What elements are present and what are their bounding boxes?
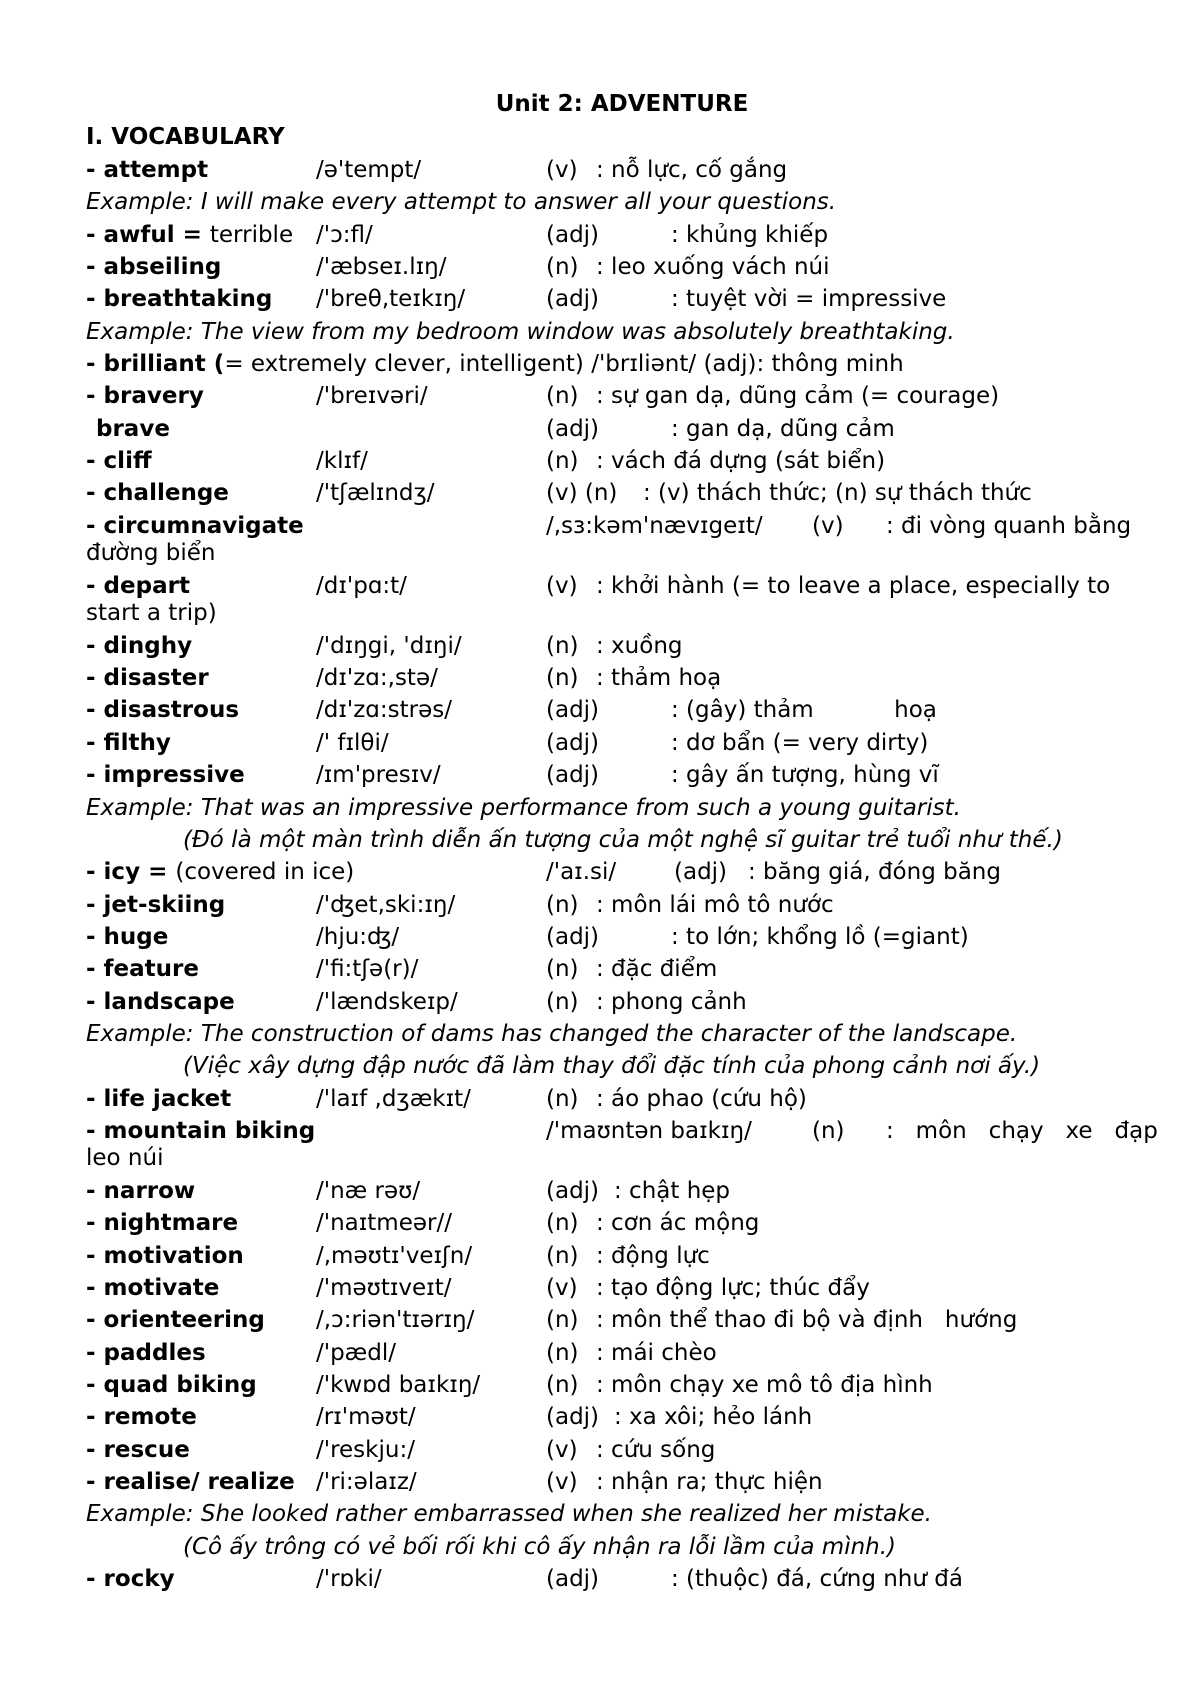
vocab-entry-rocky <box>86 1563 1158 1595</box>
vocab-pronunciation: /dɪ'zɑ:strəs/ <box>316 697 452 724</box>
vocab-pronunciation: /'kwɒd baɪkɪŋ/ <box>316 1372 481 1398</box>
vocab-pronunciation: /ɪm'presɪv/ <box>316 762 441 789</box>
vocab-meaning: : thảm hoạ <box>596 665 722 692</box>
vocab-pos: (n) <box>546 1085 579 1112</box>
vocab-term: - cliff <box>86 448 152 475</box>
vocab-entry-paddles <box>86 1337 1158 1369</box>
vocab-pos: (adj) <box>546 1404 600 1431</box>
vocab-entry-challenge <box>86 477 1158 509</box>
vocab-term: - landscape <box>86 988 235 1015</box>
vocab-pronunciation: /'pædl/ <box>316 1339 396 1366</box>
vocab-meaning: : băng giá, đóng băng <box>748 859 1001 886</box>
vocab-meaning: : gây ấn tượng, hùng vĩ <box>671 762 939 789</box>
vocab-entry-circumnavigate <box>86 510 1158 570</box>
vocab-meaning: : đi vòng quanh bằng <box>886 512 1132 539</box>
vocab-term: - remote <box>86 1404 197 1431</box>
vocab-term: - attempt <box>86 157 209 183</box>
vocab-pos: (n) <box>546 988 579 1015</box>
vocab-pos: (v) <box>546 572 578 599</box>
vocab-pos: (n) <box>546 956 579 983</box>
vocab-entry-dinghy <box>86 630 1158 662</box>
vocab-entry-narrow <box>86 1175 1158 1207</box>
vocab-term: - disastrous <box>86 697 240 724</box>
vocab-entry-mountain-biking <box>86 1115 1158 1175</box>
vocab-meaning: : môn lái mô tô nước <box>596 891 834 918</box>
vocab-pos: (adj) <box>546 286 600 313</box>
vocab-synonym: terrible <box>209 221 294 248</box>
vocab-entry-disastrous <box>86 694 1158 726</box>
section-heading: I. VOCABULARY <box>86 124 285 150</box>
vocab-pronunciation: /'laɪf ,dʒækɪt/ <box>316 1085 471 1112</box>
vocab-pos: (n) <box>546 448 579 475</box>
vocab-pos: (n) <box>546 1307 579 1334</box>
vocab-pronunciation: /'aɪ.si/ <box>546 859 617 886</box>
vocab-details: = extremely clever, intelligent) /'brɪliənt/ (adj): thông minh <box>224 351 904 378</box>
vocab-term: - narrow <box>86 1177 196 1204</box>
vocab-pos: (n) <box>546 891 579 918</box>
vocab-meaning: : sự gan dạ, dũng cảm (= courage) <box>596 383 1000 410</box>
example-sentence: Example: The construction of dams has changed the character of the landscape. <box>86 1020 1018 1047</box>
vocab-pos: (adj) <box>546 697 600 724</box>
vocab-pos: (adj) <box>546 1177 600 1204</box>
vocab-meaning: : (v) thách thức; (n) sự thách thức <box>643 480 1032 507</box>
vocab-entry-orienteering <box>86 1304 1158 1336</box>
vocab-term: - disaster <box>86 665 209 692</box>
vocab-pronunciation: /'rɒki/ <box>316 1566 382 1593</box>
vocab-meaning: : khởi hành (= to leave a place, especially to <box>596 572 1111 599</box>
vocab-entry-icy <box>86 856 1158 888</box>
vocab-pronunciation: /'breθ,teɪkɪŋ/ <box>316 286 466 313</box>
vocab-pos: (n) <box>546 665 579 692</box>
vocab-term: brave <box>96 415 170 442</box>
vocab-entry-abseiling <box>86 251 1158 283</box>
vocab-entry-motivation <box>86 1240 1158 1272</box>
vocab-entry-landscape <box>86 986 1158 1018</box>
vocab-term: - brilliant ( <box>86 351 225 378</box>
vocab-pronunciation: /'maʊntən baɪkɪŋ/ <box>546 1117 752 1144</box>
vocab-pronunciation: /'næ rəʊ/ <box>316 1177 421 1204</box>
vocab-meaning: : vách đá dựng (sát biển) <box>596 448 886 475</box>
vocab-pronunciation: /' fɪlθi/ <box>316 729 389 756</box>
vocab-entry-huge <box>86 921 1158 953</box>
vocab-pos: (v) (n) <box>546 480 618 507</box>
vocab-meaning: : môn chạy xe mô tô địa hình <box>596 1372 933 1398</box>
vocab-term: - icy <box>86 859 141 886</box>
vocab-pos: (n) <box>546 383 579 410</box>
vocab-meaning: : dơ bẩn (= very dirty) <box>671 729 929 756</box>
vocab-pronunciation: /hju:ʤ/ <box>316 923 400 950</box>
vocab-pronunciation: /'ri:əlaɪz/ <box>316 1469 417 1496</box>
vocab-pos: (adj) <box>546 221 600 248</box>
vocab-meaning: : tạo động lực; thúc đẩy <box>596 1274 870 1301</box>
vocab-term: - impressive <box>86 762 245 789</box>
vocab-pos: (v) <box>812 512 844 539</box>
vocab-pos: (adj) <box>546 1566 600 1593</box>
vocab-term: - dinghy <box>86 632 193 659</box>
vocab-pronunciation: /'lændskeɪp/ <box>316 988 458 1015</box>
vocab-pos: (n) <box>546 1210 579 1237</box>
vocab-pronunciation: /'ɔ:fl/ <box>316 221 373 248</box>
document-page <box>86 86 1158 1595</box>
vocab-pos: (adj) <box>546 923 600 950</box>
vocab-term: - jet-skiing <box>86 891 226 918</box>
vocab-meaning-continued: đường biển <box>86 539 216 566</box>
vocab-meaning: : áo phao (cứu hộ) <box>596 1085 807 1112</box>
vocab-pronunciation: /'æbseɪ.lɪŋ/ <box>316 254 447 281</box>
example-sentence: Example: That was an impressive performance from such a young guitarist. <box>86 794 961 821</box>
vocab-term: - circumnavigate <box>86 512 304 539</box>
vocab-meaning: : gan dạ, dũng cảm <box>671 415 895 442</box>
vocab-term: - motivate <box>86 1274 220 1301</box>
vocab-term: - huge <box>86 923 169 950</box>
vocab-entry-cliff <box>86 445 1158 477</box>
vocab-entry-bravery <box>86 380 1158 412</box>
vocab-term: - filthy <box>86 729 171 756</box>
vocab-pronunciation: /'ʤet,ski:ɪŋ/ <box>316 891 456 918</box>
vocab-pos: (adj) <box>546 415 600 442</box>
vocab-term: - abseiling <box>86 254 222 281</box>
vocab-meaning: : nhận ra; thực hiện <box>596 1469 823 1496</box>
vocab-meaning: : khủng khiếp <box>671 221 829 248</box>
vocab-pronunciation: /dɪ'zɑ:,stə/ <box>316 665 438 692</box>
vocab-pronunciation: /,ɔ:riən'tɪərɪŋ/ <box>316 1307 475 1334</box>
vocab-meaning: : leo xuống vách núi <box>596 254 830 281</box>
vocab-term: - rescue <box>86 1436 190 1463</box>
vocab-meaning: : chật hẹp <box>614 1177 731 1204</box>
example-sentence: Example: I will make every attempt to answer all your questions. <box>86 189 837 216</box>
vocab-entry-life-jacket <box>86 1083 1158 1115</box>
vocab-entry-motivate <box>86 1272 1158 1304</box>
vocab-entry-feature <box>86 953 1158 985</box>
vocab-pronunciation: /,məʊtɪ'veɪʃn/ <box>316 1242 473 1269</box>
vocab-meaning: : xuồng <box>596 632 683 659</box>
vocab-entry-breathtaking <box>86 283 1158 315</box>
vocab-entry-nightmare <box>86 1207 1158 1239</box>
vocab-term: - challenge <box>86 480 229 507</box>
vocab-term: - awful <box>86 221 175 248</box>
vocab-pos: (adj) <box>674 859 728 886</box>
vocab-term: - realise/ realize <box>86 1469 295 1496</box>
vocab-pronunciation: /'naɪtmeər// <box>316 1210 452 1237</box>
vocab-meaning: : nỗ lực, cố gắng <box>596 157 788 183</box>
vocab-entry-brilliant <box>86 348 1158 380</box>
vocab-entry-realise <box>86 1466 1158 1498</box>
vocab-term: - paddles <box>86 1339 206 1366</box>
vocab-meaning: : cơn ác mộng <box>596 1210 760 1237</box>
vocab-entry-disaster <box>86 662 1158 694</box>
vocab-pos: (v) <box>546 1436 578 1463</box>
vocab-pronunciation: /'breɪvəri/ <box>316 383 428 410</box>
vocab-meaning: : to lớn; khổng lồ (=giant) <box>671 923 969 950</box>
vocab-entry-jet-skiing <box>86 889 1158 921</box>
equals-sign: = <box>174 221 210 248</box>
vocab-term: - breathtaking <box>86 286 273 313</box>
vocab-meaning: : (gây) thảm hoạ <box>671 697 937 724</box>
vocab-meaning-continued: leo núi <box>86 1144 164 1171</box>
vocab-pronunciation: /rɪ'məʊt/ <box>316 1404 416 1431</box>
vocab-pos: (v) <box>546 1469 578 1496</box>
vocab-term: - mountain biking <box>86 1117 316 1144</box>
vocab-pos: (v) <box>546 157 578 183</box>
vocab-meaning: : xa xôi; hẻo lánh <box>614 1404 813 1431</box>
vocab-pronunciation: /dɪ'pɑ:t/ <box>316 572 407 599</box>
vocab-meaning-continued: start a trip) <box>86 599 217 626</box>
vocab-entry-quad-biking <box>86 1369 1158 1401</box>
vocab-meaning: : đặc điểm <box>596 956 718 983</box>
example-sentence: Example: The view from my bedroom window was absolutely breathtaking. <box>86 318 955 345</box>
vocab-pos: (n) <box>546 1339 579 1366</box>
vocab-pronunciation: /,sɜ:kəm'nævɪgeɪt/ <box>546 512 763 539</box>
vocab-meaning: : cứu sống <box>596 1436 716 1463</box>
vocab-entry-impressive <box>86 759 1158 791</box>
vocab-pronunciation: /'tʃælɪndʒ/ <box>316 480 435 507</box>
vocab-pronunciation: /klɪf/ <box>316 448 368 475</box>
vocab-meaning: : môn thể thao đi bộ và định hướng <box>596 1307 1018 1334</box>
vocab-pos: (adj) <box>546 762 600 789</box>
vocab-pos: (n) <box>546 1242 579 1269</box>
vocab-meaning: : phong cảnh <box>596 988 747 1015</box>
example-sentence: Example: She looked rather embarrassed when she realized her mistake. <box>86 1501 932 1528</box>
vocab-entry-rescue <box>86 1434 1158 1466</box>
vocab-entry-attempt <box>86 154 1158 186</box>
vocab-entry-remote <box>86 1401 1158 1433</box>
vocab-term: - bravery <box>86 383 204 410</box>
vocab-term: - nightmare <box>86 1210 239 1237</box>
vocab-pronunciation: /'fi:tʃə(r)/ <box>316 956 419 983</box>
vocab-pos: (n) <box>812 1117 845 1144</box>
example-translation: (Cô ấy trông có vẻ bối rối khi cô ấy nhận ra lỗi lầm của mình.) <box>183 1533 897 1560</box>
vocab-term: - quad biking <box>86 1372 257 1398</box>
vocab-pronunciation: /'məʊtɪveɪt/ <box>316 1274 452 1301</box>
page-title: Unit 2: ADVENTURE <box>495 91 749 117</box>
example-translation: (Việc xây dựng đập nước đã làm thay đổi đặc tính của phong cảnh nơi ấy.) <box>183 1053 1041 1080</box>
vocab-meaning: : mái chèo <box>596 1339 717 1366</box>
vocab-meaning: : tuyệt vời = impressive <box>671 286 947 313</box>
example-translation: (Đó là một màn trình diễn ấn tượng của một nghệ sĩ guitar trẻ tuổi như thế.) <box>183 826 1063 853</box>
vocab-synonym: (covered in ice) <box>175 859 355 886</box>
vocab-term: - orienteering <box>86 1307 265 1334</box>
vocab-term: - motivation <box>86 1242 244 1269</box>
vocab-entry-filthy <box>86 727 1158 759</box>
vocab-term: - rocky <box>86 1566 175 1593</box>
vocab-pos: (n) <box>546 632 579 659</box>
vocab-pos: (adj) <box>546 729 600 756</box>
vocab-meaning: : môn chạy xe đạp <box>886 1117 1158 1144</box>
vocab-term: - depart <box>86 572 190 599</box>
vocab-pos: (n) <box>546 1372 579 1398</box>
vocab-meaning: : động lực <box>596 1242 710 1269</box>
vocab-term: - feature <box>86 956 199 983</box>
vocab-entry-depart <box>86 570 1158 630</box>
vocab-meaning: : (thuộc) đá, cứng như đá <box>671 1566 963 1593</box>
vocab-term: - life jacket <box>86 1085 232 1112</box>
vocab-pos: (v) <box>546 1274 578 1301</box>
vocab-pronunciation: /ə'tempt/ <box>316 157 422 183</box>
vocab-pronunciation: /'dɪŋgi, 'dɪŋi/ <box>316 632 462 659</box>
equals-sign: = <box>140 859 176 886</box>
vocab-pos: (n) <box>546 254 579 281</box>
vocab-entry-awful <box>86 219 1158 251</box>
vocab-pronunciation: /'reskju:/ <box>316 1436 415 1463</box>
vocab-entry-brave <box>86 413 1158 445</box>
